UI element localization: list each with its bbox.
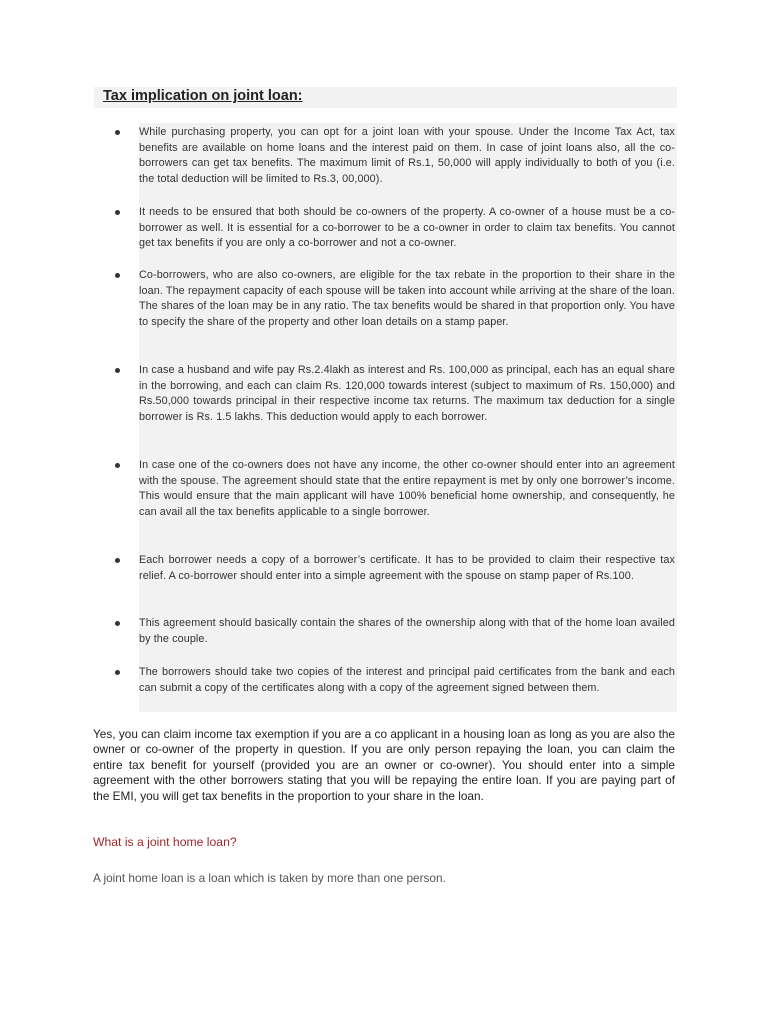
heading-bar bbox=[94, 87, 677, 108]
bullet-text: It needs to be ensured that both should be co-owners of the property. A co-owner of a house must be a co-borrower as well. It is essential for a co-borrower to be a co-owner in order to claim tax benefits. You cannot get tax benefits if you are only a co-borrower and not a co-owner. bbox=[139, 206, 675, 250]
bullet-icon bbox=[115, 463, 120, 468]
question-heading: What is a joint home loan? bbox=[93, 835, 237, 849]
bullet-text: While purchasing property, you can opt for a joint loan with your spouse. Under the Income Tax Act, tax benefits are available on home loans and the interest paid on them. In case of joint loans also, all the co-borrowers can get tax benefits. The maximum limit of Rs.1, 50,000 will apply individually to both of you (i.e. the total deduction will be limited to Rs.3, 00,000). bbox=[139, 126, 675, 186]
bullet-icon bbox=[115, 558, 120, 563]
section-heading: Tax implication on joint loan: bbox=[103, 88, 303, 104]
bullet-text: Co-borrowers, who are also co-owners, are eligible for the tax rebate in the proportion to their share in the loan. The repayment capacity of each spouse will be taken into account while arriving at the share of the loan. The shares of the loan may be in any ratio. The tax benefits would be shared in that proportion only. You have to specify the share of the property and other loan details on a stamp paper. bbox=[139, 269, 675, 329]
bullet-icon bbox=[115, 368, 120, 373]
bullet-text: This agreement should basically contain the shares of the ownership along with that of the home loan availed by the couple. bbox=[139, 617, 675, 645]
bullet-text: Each borrower needs a copy of a borrower’s certificate. It has to be provided to claim their respective tax relief. A co-borrower should enter into a simple agreement with the spouse on stamp paper of Rs.100. bbox=[139, 554, 675, 582]
bullet-item-4 bbox=[139, 363, 675, 426]
bullet-item-3 bbox=[139, 268, 675, 331]
bullet-icon bbox=[115, 210, 120, 215]
bullet-item-5 bbox=[139, 458, 675, 521]
answer-text: A joint home loan is a loan which is taken by more than one person. bbox=[93, 871, 446, 885]
body-paragraph: Yes, you can claim income tax exemption if you are a co applicant in a housing loan as long as you are also the owner or co-owner of the property in question. If you are only person repaying the loan, you can claim the entire tax benefit for yourself (provided you are an owner or co-owner). You should enter into a simple agreement with the other borrowers stating that you will be repaying the entire loan. If you are paying part of the EMI, you will get tax benefits in the proportion to your share in the loan. bbox=[93, 727, 675, 803]
bullet-item-6 bbox=[139, 553, 675, 584]
bullet-text: The borrowers should take two copies of the interest and principal paid certificates from the bank and each can submit a copy of the certificates along with a copy of the agreement signed between them. bbox=[139, 666, 675, 694]
bullet-icon bbox=[115, 130, 120, 135]
bullet-icon bbox=[115, 273, 120, 278]
bullet-item-8 bbox=[139, 665, 675, 696]
bullet-item-7 bbox=[139, 616, 675, 647]
bullet-icon bbox=[115, 670, 120, 675]
bullet-text: In case a husband and wife pay Rs.2.4lakh as interest and Rs. 100,000 as principal, each has an equal share in the borrowing, and each can claim Rs. 120,000 towards interest (subject to maximum of Rs. 150,000) and Rs.50,000 towards principal in their respective income tax returns. The maximum tax deduction for a single borrower is Rs. 1.5 lakhs. This deduction would apply to each borrower. bbox=[139, 364, 675, 424]
bullet-item-1 bbox=[139, 125, 675, 188]
bullet-icon bbox=[115, 621, 120, 626]
bullet-item-2 bbox=[139, 205, 675, 252]
bullet-text: In case one of the co-owners does not have any income, the other co-owner should enter into an agreement with the spouse. The agreement should state that the entire repayment is met by only one borrower’s income. This would ensure that the main applicant will have 100% beneficial home ownership, and consequently, he can avail all the tax benefits applicable to a single borrower. bbox=[139, 459, 675, 519]
